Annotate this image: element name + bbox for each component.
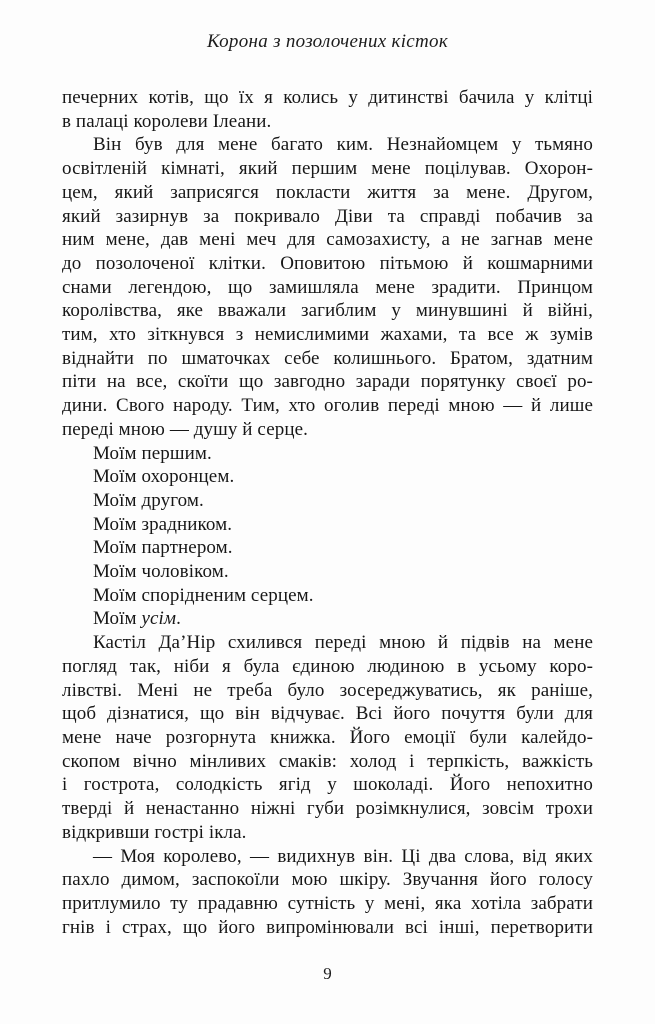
text-line: Моїм другом.	[93, 489, 204, 511]
text-line: цем, який заприсягся покласти життя за мене. Другом,	[62, 181, 593, 203]
paragraph	[62, 442, 593, 466]
text-line: — Моя королево, — видихнув він. Ці два слова, від яких	[93, 845, 593, 867]
text-line: Він був для мене багато ким. Незнайомцем у тьмяно	[93, 134, 593, 156]
text-line: печерних котів, що їх я колись у дитинстві бачила у клітці	[62, 87, 593, 108]
paragraph	[62, 465, 593, 489]
text-line: лівстві. Мені не треба було зосереджуватись, як раніше,	[62, 679, 593, 701]
text-line: королівства, яке вважали загиблим у минувшині й війні,	[62, 300, 593, 322]
text-line: відкривши гострі ікла.	[62, 821, 247, 843]
paragraph	[62, 489, 593, 513]
paragraph	[62, 560, 593, 584]
text-line: дини. Свого народу. Тим, хто оголив переді мною — й лише	[62, 395, 593, 417]
text-line: погляд так, ніби я була єдиною людиною в усьому коро-	[62, 655, 593, 677]
text-line: мене наче розгорнута книжка. Його емоції були калейдо-	[62, 726, 593, 748]
paragraph	[62, 133, 593, 441]
text-line: тим, хто зіткнувся з немислимими жахами, та все ж зумів	[62, 324, 593, 346]
text-line: який зазирнув за покривало Діви та справді побачив за	[62, 205, 593, 227]
text-segment: .	[176, 608, 182, 630]
text-line: Моїм охоронцем.	[93, 466, 235, 488]
emphasized-text: усім	[141, 608, 177, 630]
paragraph	[62, 513, 593, 537]
running-header-title: Корона з позолочених кісток	[206, 31, 449, 52]
text-line	[62, 607, 593, 631]
paragraph	[62, 536, 593, 560]
paragraph	[62, 86, 593, 133]
text-line: скопом вічно мінливих смаків: холод і терпкість, важкість	[62, 750, 593, 772]
text-line: до позолоченої клітки. Оповитою пітьмою й кошмарними	[62, 252, 593, 274]
text-line: тверді й ненастанно ніжні губи розімкнулися, зовсім трохи	[62, 798, 593, 820]
text-block	[62, 86, 593, 939]
text-line: Моїм спорідненим серцем.	[93, 584, 314, 606]
text-line: Моїм першим.	[93, 442, 212, 464]
text-line: притлумило ту прадавню сутність у мені, яка хотіла забрати	[62, 892, 593, 914]
text-line: Моїм зрадником.	[93, 513, 233, 535]
text-line: пахло димом, заспокоїли мою шкіру. Звучання його голосу	[62, 869, 593, 891]
text-line: піти на все, скоїти що завгодно заради порятунку своєї ро-	[62, 371, 593, 393]
text-line: віднайти по шматочках себе колишнього. Братом, здатним	[62, 347, 593, 369]
text-line: щоб дізнатися, що він відчуває. Всі його почуття були для	[62, 703, 593, 725]
text-line: Моїм чоловіком.	[93, 561, 229, 583]
text-line: снами легендою, що замишляла мене зрадити. Принцом	[62, 276, 593, 298]
text-line: Моїм партнером.	[93, 537, 233, 559]
paragraph	[62, 584, 593, 608]
text-line: ним мене, дав мені меч для самозахисту, а не загнав мене	[62, 229, 593, 251]
paragraph	[62, 845, 593, 940]
text-line: Кастіл Да’Нір схилився переді мною й підвів на мене	[93, 632, 593, 654]
text-segment: Моїм	[93, 608, 142, 630]
text-line: в палаці королеви Ілеани.	[62, 110, 272, 132]
page-number: 9	[323, 964, 332, 983]
paragraph	[62, 607, 593, 631]
paragraph	[62, 631, 593, 844]
text-line: і гострота, солодкість ягід у шоколаді. Його непохитно	[62, 774, 593, 796]
text-line: гнів і страх, що його випромінювали всі інші, перетворити	[62, 916, 593, 938]
text-line: освітленій кімнаті, який першим мене поцілував. Охорон-	[62, 158, 593, 180]
text-line: переді мною — душу й серце.	[62, 418, 308, 440]
